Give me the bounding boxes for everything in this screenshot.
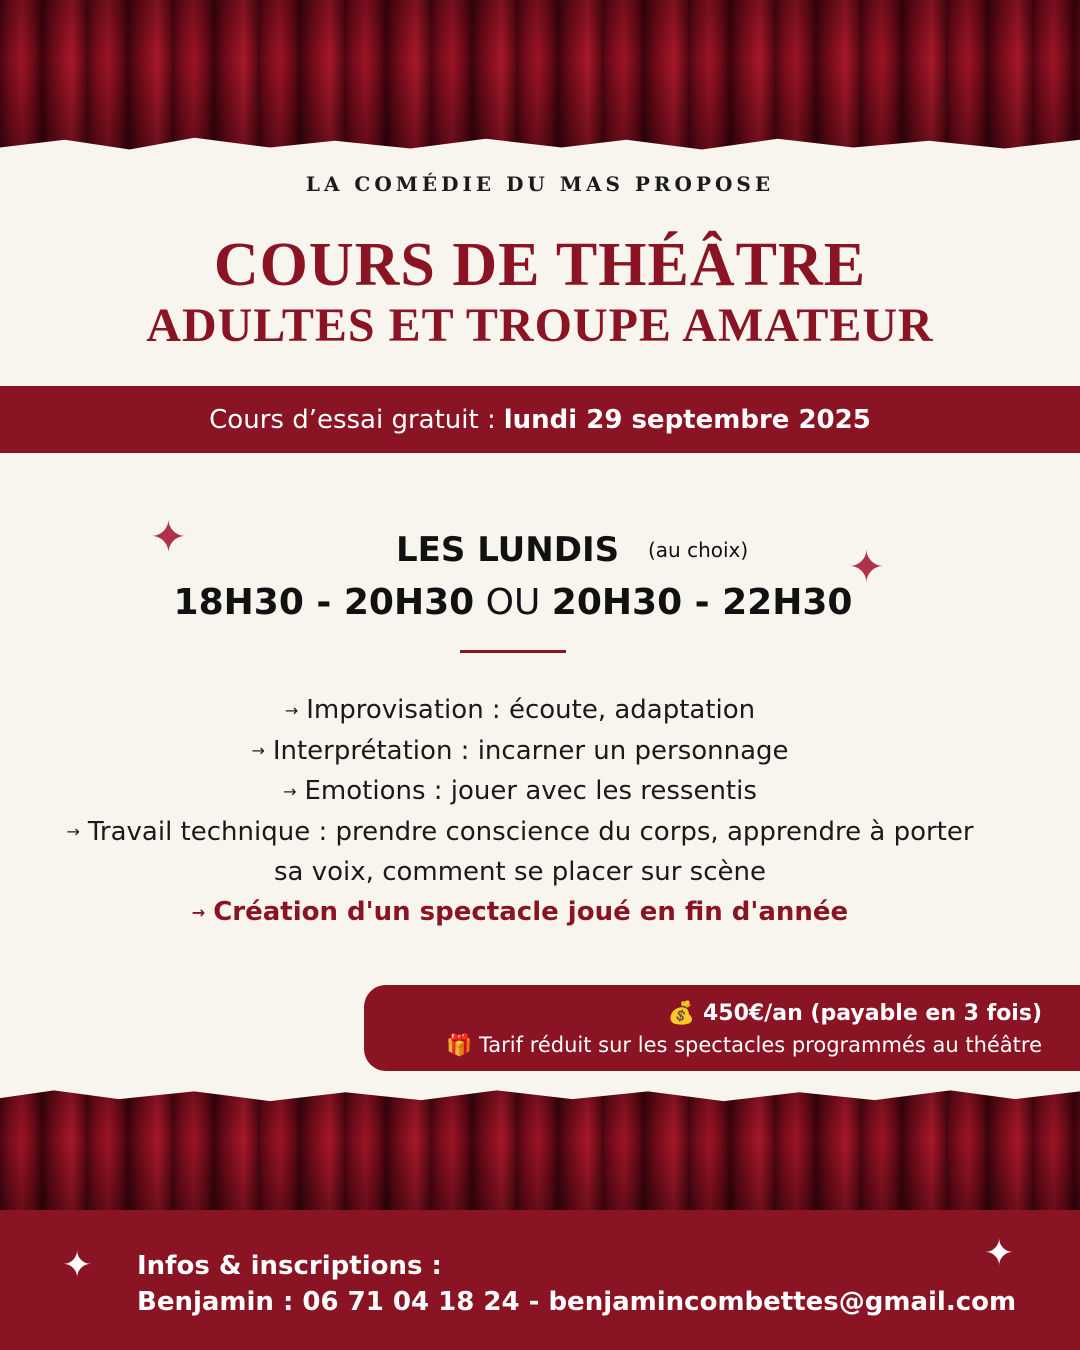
schedule-day: LES LUNDIS — [396, 530, 620, 570]
features-list — [30, 690, 1010, 933]
sparkle-icon: ✦ — [984, 1233, 1015, 1274]
contact-info — [137, 1248, 1016, 1320]
list-item: → Improvisation : écoute, adaptation — [284, 695, 756, 725]
schedule-choice-note: (au choix) — [648, 538, 749, 562]
arrow-icon: → — [284, 700, 299, 720]
list-item: → Interprétation : incarner un personnage — [251, 735, 789, 766]
price-text: 450€/an (payable en 3 fois) — [702, 1001, 1042, 1026]
schedule-hours — [0, 582, 1026, 623]
divider — [460, 650, 566, 653]
schedule-slot-1: 18H30 - 20H30 — [173, 582, 475, 623]
sparkle-icon: ✦ — [62, 1245, 93, 1286]
arrow-icon: → — [283, 781, 297, 801]
list-item-highlight: → Création d'un spectacle joué en fin d'année — [191, 897, 849, 927]
arrow-icon: → — [66, 822, 80, 841]
bottom-curtain-image — [0, 1090, 1080, 1215]
trial-label: Cours d’essai gratuit : — [209, 404, 496, 435]
list-item: → Travail technique : prendre conscience du corps, apprendre à porter — [66, 816, 974, 847]
contact-title: Infos & inscriptions : — [137, 1251, 442, 1281]
kicker-text: LA COMÉDIE DU MAS PROPOSE — [305, 172, 775, 196]
contact-details: Benjamin : 06 71 04 18 24 - benjamincombettes@gmail.com — [137, 1287, 1017, 1317]
gift-icon: 🎁 — [446, 1033, 473, 1057]
list-item-continuation: sa voix, comment se placer sur scène — [274, 857, 766, 887]
top-curtain-image — [0, 0, 1080, 150]
schedule-slot-2: 20H30 - 22H30 — [551, 582, 853, 623]
sparkle-icon: ✦ — [150, 512, 187, 563]
money-bag-icon: 💰 — [667, 1001, 696, 1026]
sparkle-icon: ✦ — [848, 542, 885, 593]
schedule-separator: OU — [485, 582, 541, 623]
arrow-icon: → — [251, 741, 265, 760]
discount-text: Tarif réduit sur les spectacles programmés au théâtre — [478, 1033, 1042, 1057]
arrow-icon: → — [191, 902, 206, 922]
page-title: COURS DE THÉÂTRE — [213, 231, 867, 299]
discount-line — [364, 1029, 1042, 1061]
pricing-box — [364, 985, 1080, 1071]
list-item: → Emotions : jouer avec les ressentis — [283, 776, 757, 806]
page-subtitle: ADULTES ET TROUPE AMATEUR — [146, 299, 934, 352]
trial-date: lundi 29 septembre 2025 — [503, 404, 871, 435]
price-line — [364, 999, 1042, 1029]
trial-banner — [0, 386, 1080, 453]
